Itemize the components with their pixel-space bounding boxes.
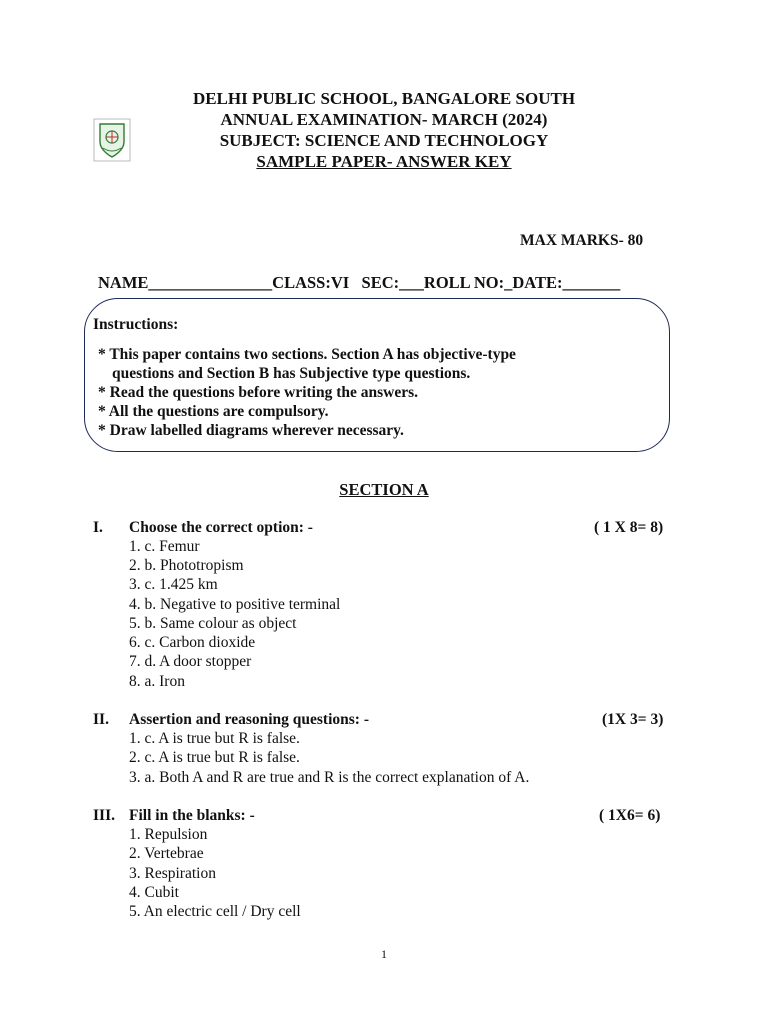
answer-item: 5. b. Same colour as object [129,615,297,632]
section-title [0,480,768,500]
instruction-line: * This paper contains two sections. Section A has objective-type [98,346,516,363]
exam-title: ANNUAL EXAMINATION- MARCH (2024) [220,110,548,129]
school-crest-icon [93,118,131,162]
page-number: 1 [381,947,387,961]
answer-item: 3. c. 1.425 km [129,576,218,593]
answer-item: 5. An electric cell / Dry cell [129,903,301,920]
answer-item: 2. c. A is true but R is false. [129,749,300,766]
answer-item: 4. Cubit [129,884,179,901]
instruction-line: questions and Section B has Subjective type questions. [112,365,471,382]
instruction-line: * Draw labelled diagrams wherever necessary. [98,422,404,439]
answer-item: 3. Respiration [129,865,216,882]
instruction-line: * Read the questions before writing the answers. [98,384,419,401]
question-number: I. [93,519,103,536]
question-title: Choose the correct option: - [129,519,313,536]
question-number: III. [93,807,115,824]
answer-item: 7. d. A door stopper [129,653,252,670]
student-details-line: NAME_______________CLASS:VI SEC:___ROLL NO:_DATE:_______ [98,273,621,292]
answer-item: 4. b. Negative to positive terminal [129,596,341,613]
instruction-line: * All the questions are compulsory. [98,403,329,420]
answer-item: 6. c. Carbon dioxide [129,634,256,651]
question-marks: (1X 3= 3) [602,711,664,728]
answer-item: 2. Vertebrae [129,845,204,862]
paper-title-text: SAMPLE PAPER- ANSWER KEY [256,152,512,171]
answer-item: 1. c. Femur [129,538,200,555]
max-marks: MAX MARKS- 80 [520,232,644,249]
answer-item: 2. b. Phototropism [129,557,244,574]
question-title: Fill in the blanks: - [129,807,255,824]
school-name: DELHI PUBLIC SCHOOL, BANGALORE SOUTH [192,89,576,108]
answer-item: 1. c. A is true but R is false. [129,730,300,747]
answer-item: 1. Repulsion [129,826,208,843]
subject-title: SUBJECT: SCIENCE AND TECHNOLOGY [219,131,549,150]
answer-item: 8. a. Iron [129,673,185,690]
instructions-title: Instructions: [93,316,179,333]
section-title-text: SECTION A [339,480,429,499]
question-title: Assertion and reasoning questions: - [129,711,370,728]
question-marks: ( 1X6= 6) [599,807,661,824]
question-number: II. [93,711,109,728]
answer-item: 3. a. Both A and R are true and R is the correct explanation of A. [129,769,530,786]
question-marks: ( 1 X 8= 8) [594,519,664,536]
